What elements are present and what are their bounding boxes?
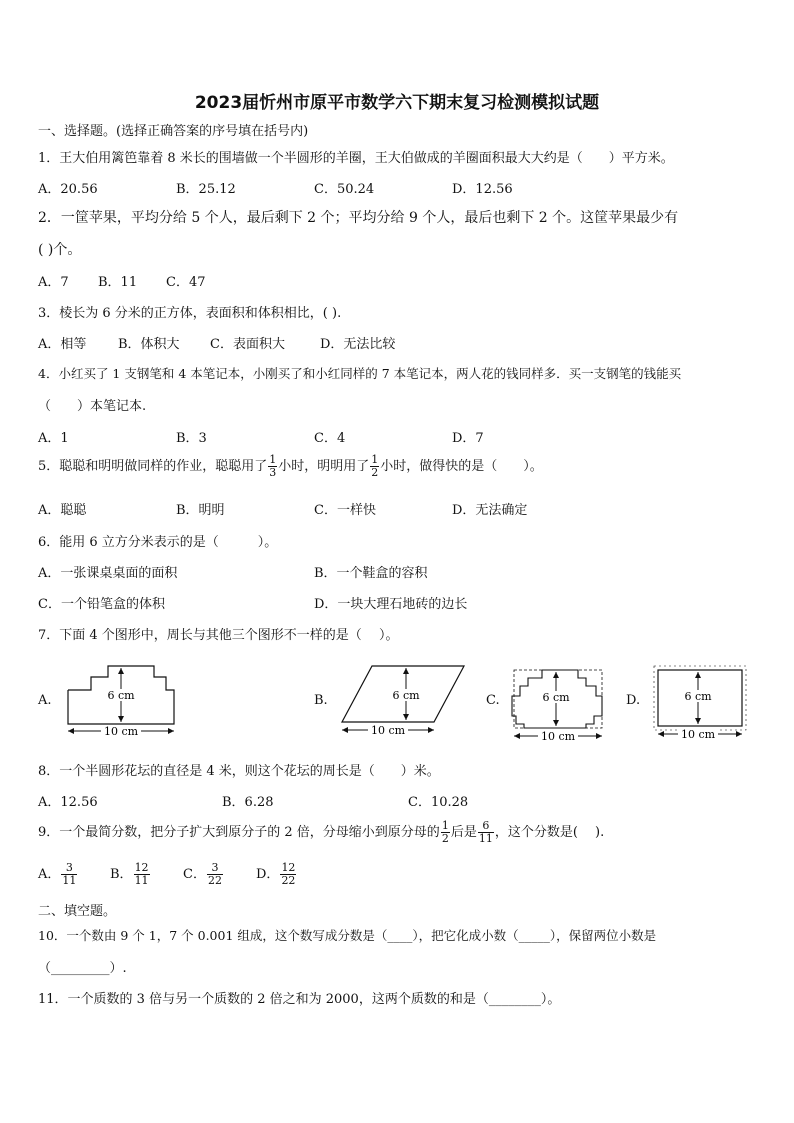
q3-option-a: A．相等 [38, 337, 87, 352]
q4-option-a: A．1 [38, 431, 69, 446]
question-7: 7．下面 4 个图形中，周长与其他三个图形不一样的是（ ）。 [38, 628, 399, 643]
q9-text-1: 9．一个最简分数，把分子扩大到原分子的 2 倍，分母缩小到原分母的 [38, 825, 440, 840]
q9-option-b-numerator: 12 [134, 861, 149, 874]
q9-fraction-2-numerator: 6 [478, 820, 494, 833]
q9-option-c-label: C． [183, 867, 206, 882]
question-2-line-2: ( )个。 [38, 242, 82, 258]
q9-fraction-2-denominator: 11 [478, 832, 493, 845]
q9-option-a-fraction [61, 862, 77, 887]
q6-option-d: D．一块大理石地砖的边长 [314, 597, 468, 612]
question-6: 6．能用 6 立方分米表示的是（ ）。 [38, 535, 278, 550]
q9-text-3: ，这个分数是( ). [494, 825, 605, 840]
q9-option-a-denominator: 11 [62, 874, 77, 887]
q5-option-c: C．一样快 [314, 503, 376, 518]
question-5 [38, 454, 543, 479]
q3-option-b: B．体积大 [118, 337, 180, 352]
q5-text-3: 小时，做得快的是（ ）。 [380, 459, 543, 474]
q9-option-d-numerator: 12 [281, 861, 296, 874]
q7-label-c: C. [486, 693, 500, 708]
q7-c-height-label: 6 cm [542, 691, 570, 704]
q4-option-d: D．7 [452, 431, 484, 446]
q9-fraction-2 [478, 820, 494, 845]
q9-option-a-label: A． [38, 867, 61, 882]
q7-figure-d [650, 662, 754, 742]
q9-fraction-1-denominator: 2 [441, 832, 449, 845]
q9-fraction-1 [441, 820, 450, 845]
question-11: 11．一个质数的 3 倍与另一个质数的 2 倍之和为 2000，这两个质数的和是（________）。 [38, 992, 561, 1007]
question-2-line-1: 2．一筐苹果，平均分给 5 个人，最后剩下 2 个；平均分给 9 个人，最后也剩下 2 个。这筐苹果最少有 [38, 210, 679, 226]
q9-option-d-label: D． [256, 867, 280, 882]
q8-option-a: A．12.56 [38, 795, 98, 810]
question-8: 8．一个半圆形花坛的直径是 4 米，则这个花坛的周长是（ ）米。 [38, 764, 440, 779]
q2-option-b: B．11 [98, 275, 138, 290]
q5-fraction-2-denominator: 2 [371, 466, 379, 479]
q5-fraction-1 [268, 454, 277, 479]
question-9 [38, 820, 604, 845]
q1-option-d: D．12.56 [452, 182, 513, 197]
q7-d-width-label: 10 cm [680, 728, 716, 741]
question-10-line-2: （_________）. [38, 961, 127, 976]
q9-fraction-1-numerator: 1 [441, 819, 449, 832]
q5-text-2: 小时，明明用了 [278, 459, 370, 474]
q6-option-c: C．一个铅笔盒的体积 [38, 597, 165, 612]
question-4-line-2: （ ）本笔记本. [38, 399, 147, 414]
q2-option-c: C．47 [166, 275, 206, 290]
q5-fraction-1-numerator: 1 [269, 453, 277, 466]
q7-a-width-label: 10 cm [103, 725, 139, 738]
section-heading-fill: 二、填空题。 [38, 904, 117, 919]
question-4-line-1: 4．小红买了 1 支钢笔和 4 本笔记本，小刚买了和小红同样的 7 本笔记本，两人花的钱同样多．买一支钢笔的钱能买 [38, 366, 682, 381]
q5-fraction-1-denominator: 3 [269, 466, 277, 479]
q1-option-b: B．25.12 [176, 182, 236, 197]
q5-text-1: 5．聪聪和明明做同样的作业，聪聪用了 [38, 459, 268, 474]
q7-figure-b [338, 662, 470, 740]
q5-option-d: D．无法确定 [452, 503, 528, 518]
q2-option-a: A．7 [38, 275, 69, 290]
q7-label-d: D. [626, 693, 641, 708]
q8-option-c: C．10.28 [408, 795, 469, 810]
q7-label-a: A. [38, 693, 52, 708]
q7-c-width-label: 10 cm [540, 730, 576, 743]
q9-option-b-fraction [134, 862, 150, 887]
q5-option-b: B．明明 [176, 503, 225, 518]
q3-option-c: C．表面积大 [210, 337, 285, 352]
q3-option-d: D．无法比较 [320, 337, 396, 352]
q9-option-d-denominator: 22 [281, 874, 296, 887]
q4-option-b: B．3 [176, 431, 207, 446]
q7-b-width-label: 10 cm [370, 724, 406, 737]
q7-d-height-label: 6 cm [684, 690, 712, 703]
q5-fraction-2-numerator: 1 [371, 453, 379, 466]
q6-option-b: B．一个鞋盒的容积 [314, 566, 428, 581]
q5-option-a: A．聪聪 [38, 503, 87, 518]
q7-figure-a [62, 662, 182, 740]
q9-option-a-numerator: 3 [61, 862, 77, 875]
question-10-line-1: 10．一个数由 9 个 1，7 个 0.001 组成，这个数写成分数是（____），把它化成小数（_____），保留两位小数是 [38, 928, 657, 943]
question-3: 3．棱长为 6 分米的正方体，表面积和体积相比，( ). [38, 306, 342, 321]
q9-option-c-numerator: 3 [207, 862, 223, 875]
q7-label-b: B. [314, 693, 328, 708]
q9-option-b-denominator: 11 [134, 874, 149, 887]
q6-option-a: A．一张课桌桌面的面积 [38, 566, 178, 581]
q9-text-2: 后是 [450, 825, 477, 840]
q9-option-c-denominator: 22 [207, 874, 222, 887]
q9-option-c-fraction [207, 862, 223, 887]
section-heading-choice: 一、选择题。(选择正确答案的序号填在括号内) [38, 124, 309, 139]
q9-option-d-fraction [280, 862, 296, 887]
q7-a-height-label: 6 cm [107, 689, 135, 702]
question-1: 1．王大伯用篱笆靠着 8 米长的围墙做一个半圆形的羊圈，王大伯做成的羊圈面积最大大约是（ ）平方米。 [38, 151, 674, 166]
q5-fraction-2 [370, 454, 379, 479]
q9-option-c [183, 862, 224, 887]
q9-option-b-label: B． [110, 867, 133, 882]
q1-option-c: C．50.24 [314, 182, 375, 197]
q8-option-b: B．6.28 [222, 795, 274, 810]
q9-option-a [38, 862, 78, 887]
q9-option-b [110, 862, 151, 887]
q7-b-height-label: 6 cm [392, 689, 420, 702]
page-title: 2023届忻州市原平市数学六下期末复习检测模拟试题 [194, 93, 600, 113]
q9-option-d [256, 862, 297, 887]
q1-option-a: A．20.56 [38, 182, 98, 197]
q7-figure-c [508, 664, 608, 744]
q4-option-c: C．4 [314, 431, 346, 446]
